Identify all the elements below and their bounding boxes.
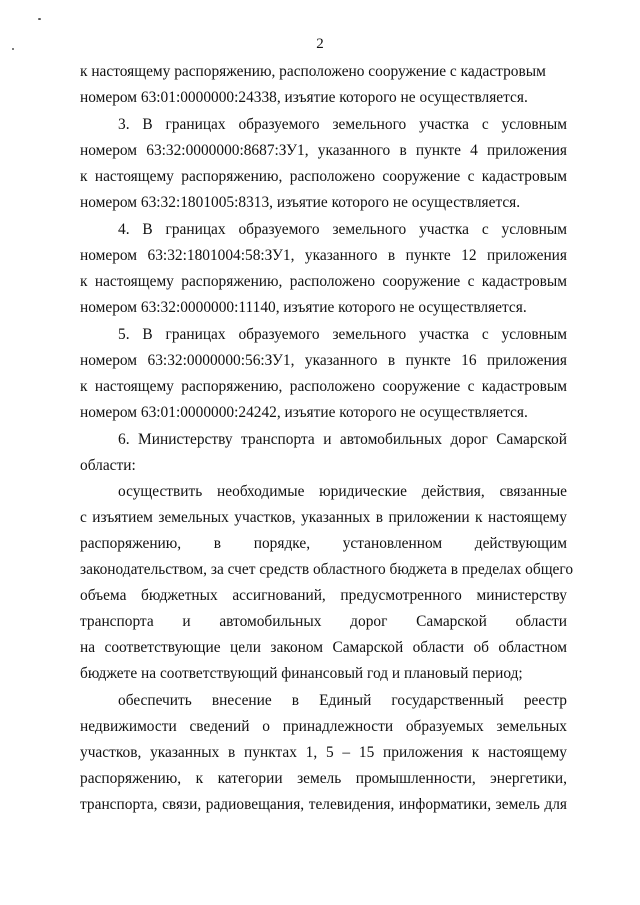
text-line: к настоящему распоряжению, расположено сооружение с кадастровым bbox=[80, 273, 567, 290]
scan-speck bbox=[38, 18, 41, 20]
text-line: осуществить необходимые юридические действия, связанные bbox=[118, 483, 567, 500]
text-line: 6. Министерству транспорта и автомобильных дорог Самарской bbox=[118, 431, 567, 448]
text-line: к настоящему распоряжению, расположено сооружение с кадастровым bbox=[80, 63, 546, 80]
text-line: с изъятием земельных участков, указанных в приложении к настоящему bbox=[80, 509, 567, 526]
text-line: 5. В границах образуемого земельного участка с условным bbox=[118, 326, 567, 343]
text-line: номером 63:32:0000000:11140, изъятие которого не осуществляется. bbox=[80, 299, 527, 316]
text-line: транспорта и автомобильных дорог Самарской области bbox=[80, 613, 567, 630]
text-line: 4. В границах образуемого земельного участка с условным bbox=[118, 221, 567, 238]
text-line: 3. В границах образуемого земельного участка с условным bbox=[118, 116, 567, 133]
text-line: области: bbox=[80, 457, 136, 474]
text-line: номером 63:32:1801004:58:ЗУ1, указанного в пункте 12 приложения bbox=[80, 247, 567, 264]
text-line: объема бюджетных ассигнований, предусмотренного министерству bbox=[80, 587, 567, 604]
text-line: номером 63:32:0000000:56:ЗУ1, указанного в пункте 16 приложения bbox=[80, 352, 567, 369]
text-line: к настоящему распоряжению, расположено сооружение с кадастровым bbox=[80, 168, 567, 185]
text-line: на соответствующие цели законом Самарской области об областном bbox=[80, 639, 567, 656]
text-line: недвижимости сведений о принадлежности образуемых земельных bbox=[80, 718, 567, 735]
text-line: транспорта, связи, радиовещания, телевидения, информатики, земель для bbox=[80, 796, 567, 813]
page-number: 2 bbox=[316, 36, 324, 52]
text-line: участков, указанных в пунктах 1, 5 – 15 приложения к настоящему bbox=[80, 744, 567, 761]
text-line: номером 63:32:0000000:8687:ЗУ1, указанного в пункте 4 приложения bbox=[80, 142, 567, 159]
text-line: обеспечить внесение в Единый государственный реестр bbox=[118, 692, 567, 709]
text-line: бюджете на соответствующий финансовый год и плановый период; bbox=[80, 665, 523, 682]
text-line: распоряжению, к категории земель промышленности, энергетики, bbox=[80, 770, 567, 787]
text-line: номером 63:01:0000000:24242, изъятие которого не осуществляется. bbox=[80, 404, 528, 421]
text-line: законодательством, за счет средств областного бюджета в пределах общего bbox=[80, 561, 574, 578]
text-line: к настоящему распоряжению, расположено сооружение с кадастровым bbox=[80, 378, 567, 395]
text-line: номером 63:32:1801005:8313, изъятие которого не осуществляется. bbox=[80, 194, 521, 211]
text-line: распоряжению, в порядке, установленном действующим bbox=[80, 535, 567, 552]
text-line: номером 63:01:0000000:24338, изъятие которого не осуществляется. bbox=[80, 89, 528, 106]
